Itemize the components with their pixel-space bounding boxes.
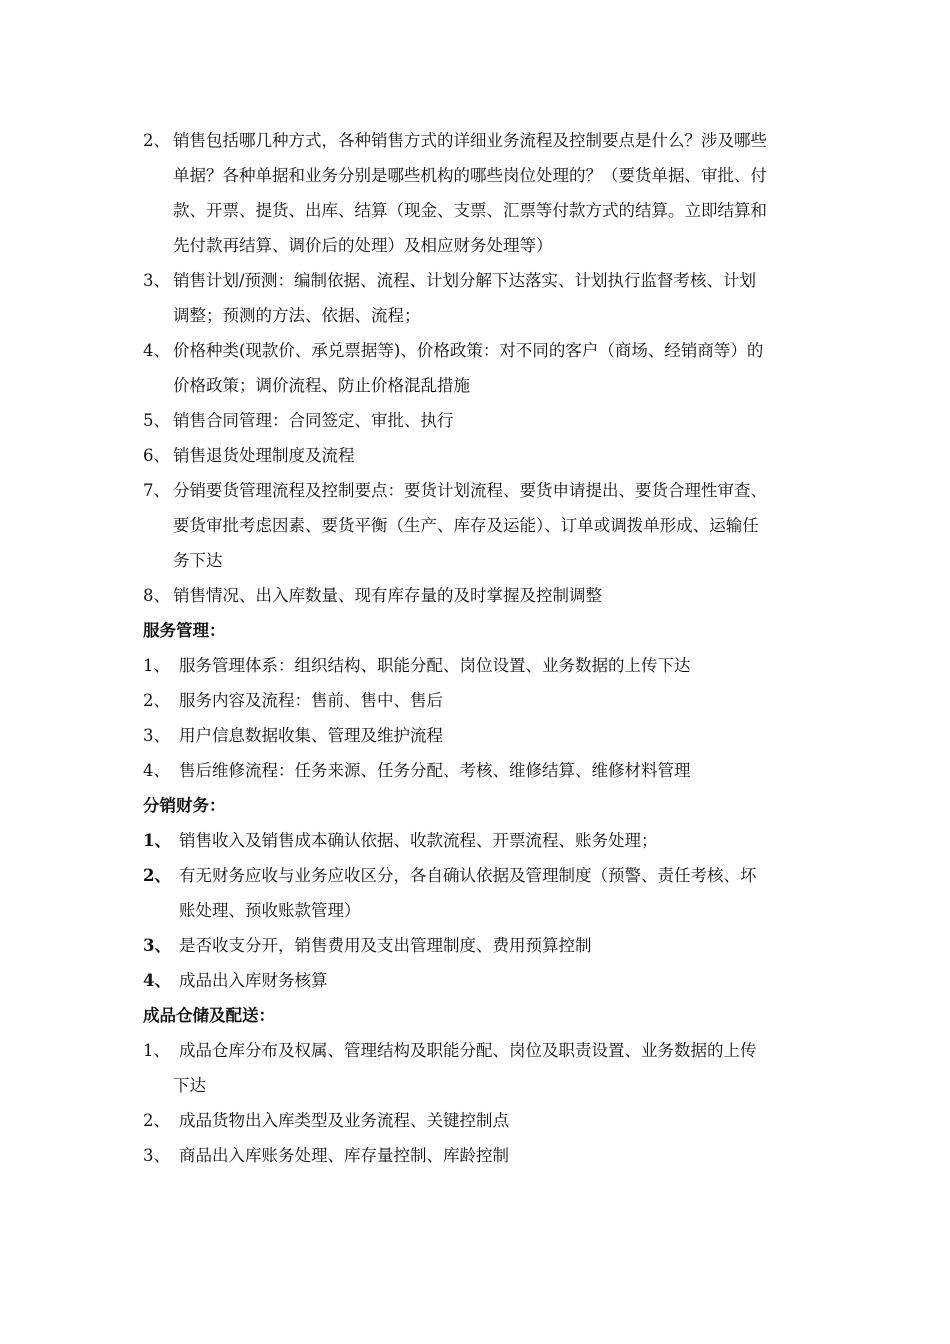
item-number: 8、 bbox=[143, 586, 170, 605]
item-number: 1、 bbox=[143, 1041, 170, 1060]
service-list bbox=[143, 648, 815, 788]
list-item bbox=[143, 263, 815, 298]
item-text: 销售情况、出入库数量、现有库存量的及时掌握及控制调整 bbox=[173, 586, 602, 605]
item-continuation bbox=[143, 158, 815, 193]
item-text: 分销要货管理流程及控制要点：要货计划流程、要货申请提出、要货合理性审查、 bbox=[173, 481, 767, 500]
list-item bbox=[143, 858, 815, 893]
item-continuation bbox=[143, 508, 815, 543]
list-item bbox=[143, 578, 815, 613]
item-number: 3、 bbox=[143, 1146, 170, 1165]
list-item bbox=[143, 1033, 815, 1068]
item-text: 价格政策；调价流程、防止价格混乱措施 bbox=[173, 376, 470, 395]
item-continuation bbox=[143, 543, 815, 578]
list-item bbox=[143, 823, 815, 858]
item-number: 6、 bbox=[143, 446, 170, 465]
item-text: 下达 bbox=[173, 1076, 206, 1095]
list-item bbox=[143, 123, 815, 158]
list-item bbox=[143, 928, 815, 963]
item-text: 是否收支分开，销售费用及支出管理制度、费用预算控制 bbox=[179, 936, 592, 955]
item-text: 有无财务应收与业务应收区分，各自确认依据及管理制度（预警、责任考核、坏 bbox=[179, 866, 757, 885]
item-continuation bbox=[143, 298, 815, 333]
item-number: 1、 bbox=[143, 656, 170, 675]
item-number: 4、 bbox=[143, 971, 171, 990]
item-continuation bbox=[143, 1068, 815, 1103]
list-item bbox=[143, 648, 815, 683]
item-number: 3、 bbox=[143, 726, 170, 745]
storage-list bbox=[143, 1033, 815, 1173]
item-number: 3、 bbox=[143, 936, 171, 955]
item-text: 单据？各种单据和业务分别是哪些机构的哪些岗位处理的？（要货单据、审批、付 bbox=[173, 166, 767, 185]
item-number: 5、 bbox=[143, 411, 170, 430]
item-text: 销售包括哪几种方式，各种销售方式的详细业务流程及控制要点是什么？涉及哪些 bbox=[173, 131, 767, 150]
finance-list bbox=[143, 823, 815, 998]
item-text: 成品仓库分布及权属、管理结构及职能分配、岗位及职责设置、业务数据的上传 bbox=[179, 1041, 757, 1060]
item-number: 4、 bbox=[143, 341, 170, 360]
item-text: 账处理、预收账款管理） bbox=[179, 901, 361, 920]
item-text: 款、开票、提货、出库、结算（现金、支票、汇票等付款方式的结算。立即结算和 bbox=[173, 201, 767, 220]
item-text: 服务内容及流程：售前、售中、售后 bbox=[179, 691, 443, 710]
item-text: 销售退货处理制度及流程 bbox=[173, 446, 355, 465]
list-item bbox=[143, 718, 815, 753]
item-text: 商品出入库账务处理、库存量控制、库龄控制 bbox=[179, 1146, 509, 1165]
item-number: 4、 bbox=[143, 761, 170, 780]
section-heading-storage: 成品仓储及配送： bbox=[143, 1006, 275, 1025]
item-text: 服务管理体系：组织结构、职能分配、岗位设置、业务数据的上传下达 bbox=[179, 656, 691, 675]
item-number: 3、 bbox=[143, 271, 170, 290]
list-item bbox=[143, 1103, 815, 1138]
item-continuation bbox=[143, 893, 815, 928]
section-heading-finance: 分销财务： bbox=[143, 796, 226, 815]
item-text: 销售合同管理：合同签定、审批、执行 bbox=[173, 411, 454, 430]
document-content bbox=[143, 123, 815, 1173]
item-text: 销售收入及销售成本确认依据、收款流程、开票流程、账务处理； bbox=[179, 831, 658, 850]
item-text: 调整；预测的方法、依据、流程； bbox=[173, 306, 421, 325]
item-continuation bbox=[143, 228, 815, 263]
item-continuation bbox=[143, 193, 815, 228]
item-text: 价格种类(现款价、承兑票据等)、价格政策：对不同的客户（商场、经销商等）的 bbox=[173, 341, 764, 360]
item-number: 2、 bbox=[143, 131, 170, 150]
item-text: 先付款再结算、调价后的处理）及相应财务处理等） bbox=[173, 236, 553, 255]
item-text: 要货审批考虑因素、要货平衡（生产、库存及运能）、订单或调拨单形成、运输任 bbox=[173, 516, 759, 535]
item-number: 2、 bbox=[143, 1111, 170, 1130]
item-continuation bbox=[143, 368, 815, 403]
list-item bbox=[143, 438, 815, 473]
list-item bbox=[143, 333, 815, 368]
item-number: 2、 bbox=[143, 866, 171, 885]
item-text: 用户信息数据收集、管理及维护流程 bbox=[179, 726, 443, 745]
list-item bbox=[143, 753, 815, 788]
list-item bbox=[143, 963, 815, 998]
item-text: 成品出入库财务核算 bbox=[179, 971, 328, 990]
item-number: 1、 bbox=[143, 831, 171, 850]
item-text: 销售计划/预测：编制依据、流程、计划分解下达落实、计划执行监督考核、计划 bbox=[173, 271, 757, 290]
item-number: 2、 bbox=[143, 691, 170, 710]
item-text: 售后维修流程：任务来源、任务分配、考核、维修结算、维修材料管理 bbox=[179, 761, 691, 780]
list-item bbox=[143, 1138, 815, 1173]
item-number: 7、 bbox=[143, 481, 170, 500]
item-text: 成品货物出入库类型及业务流程、关键控制点 bbox=[179, 1111, 509, 1130]
item-text: 务下达 bbox=[173, 551, 223, 570]
section-heading-service: 服务管理： bbox=[143, 621, 226, 640]
list-item bbox=[143, 403, 815, 438]
list-item bbox=[143, 473, 815, 508]
list-item bbox=[143, 683, 815, 718]
sales-list bbox=[143, 123, 815, 613]
